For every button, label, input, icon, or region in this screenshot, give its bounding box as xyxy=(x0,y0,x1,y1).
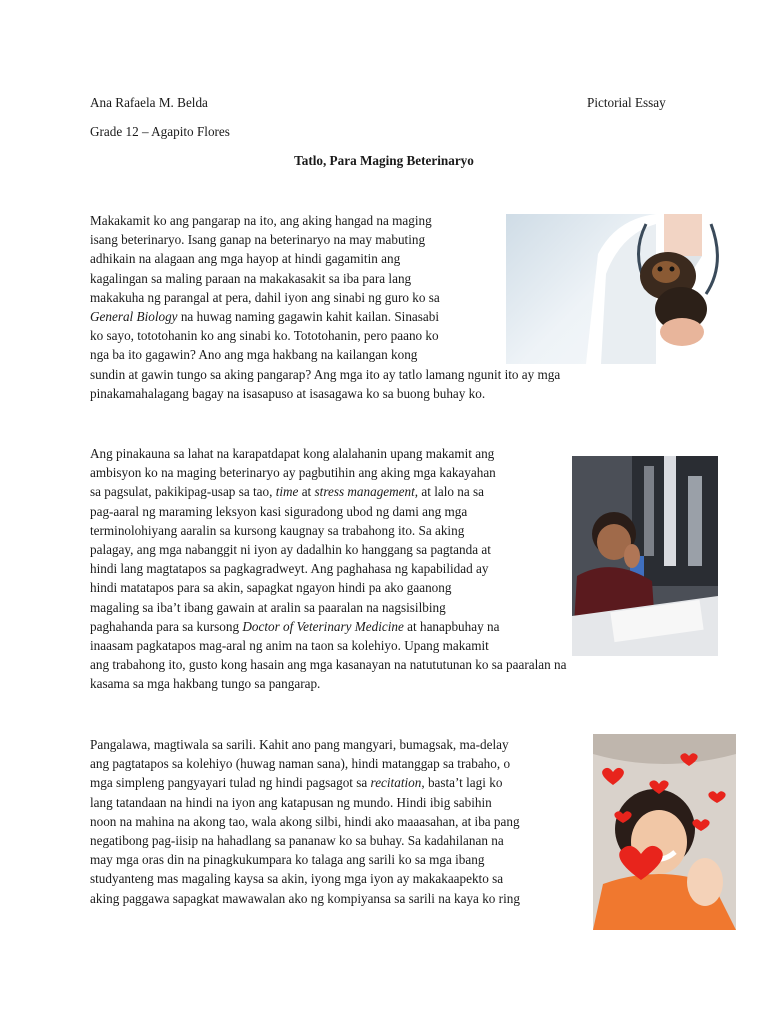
italic-term: time xyxy=(275,484,299,500)
paragraph-2 xyxy=(90,444,650,694)
essay-type: Pictorial Essay xyxy=(587,95,666,110)
paragraph-3 xyxy=(90,735,650,908)
text-line: noon na mahina na akong tao, wala akong silbi, hindi ako maaasahan, at iba pang xyxy=(90,813,520,829)
text-line: inaasam pagkatapos mag-aral ng anim na taon sa kolehiyo. Upang makamit xyxy=(90,638,489,654)
text-line: pinakamahalagang bagay na isasapuso at isasagawa ko sa buong buhay ko. xyxy=(90,385,486,401)
text-line: terminolohiyang aaralin sa kursong kaugnay sa trabahong ito. Sa aking xyxy=(90,522,465,538)
text-line: may mga oras din na pinagkukumpara ko talaga ang sarili ko sa mga ibang xyxy=(90,852,485,868)
text-line: ang pagtatapos sa kolehiyo (huwag naman sana), hindi matanggap sa trabaho, o xyxy=(90,756,511,772)
text-line: negatibong pag-iisip na hahadlang sa pananaw ko sa buhay. Sa kadahilanan na xyxy=(90,833,504,849)
text-line: Makakamit ko ang pangarap na ito, ang aking hangad na maging xyxy=(90,213,432,228)
text-line: paghahanda para sa kursong Doctor of Veterinary Medicine at hanapbuhay na xyxy=(90,618,500,634)
text-line: hindi matatapos para sa akin, sapagkat ngayon hindi pa ako gaanong xyxy=(90,580,452,596)
italic-term: stress management xyxy=(314,484,415,500)
text-line: General Biology na huwag naming gagawin kahit kailan. Sinasabi xyxy=(90,309,440,325)
italic-term: General Biology xyxy=(90,309,178,325)
author-name: Ana Rafaela M. Belda xyxy=(90,95,208,110)
text-line: ambisyon ko na maging beterinaryo ay pagbutihin ang aking mga kakayahan xyxy=(90,465,496,481)
text-line: ko sayo, tototohanin ko ang sinabi ko. Tototohanin, pero paano ko xyxy=(90,328,439,344)
text-line: sa pagsulat, pakikipag-usap sa tao, time at stress management, at lalo na sa xyxy=(90,484,484,500)
grade-section: Grade 12 – Agapito Flores xyxy=(90,124,230,139)
text-line: studyanteng mas magaling kaysa sa akin, iyong mga iyon ay makakaapekto sa xyxy=(90,871,504,887)
text-line: hindi lang magtatapos sa pagkagradweyt. Ang paghahasa ng kapabilidad ay xyxy=(90,561,489,577)
text-line: ang trabahong ito, gusto kong hasain ang mga kasanayan na natututunan ko sa paaralan na xyxy=(90,657,567,673)
text-line: lang tatandaan na hindi na iyon ang katapusan ng mundo. Hindi ibig sabihin xyxy=(90,794,492,810)
text-line: adhikain na alagaan ang mga hayop at hindi gagamitin ang xyxy=(90,251,401,267)
text-line: mga simpleng pangyayari tulad ng hindi pagsagot sa recitation, basta’t lagi ko xyxy=(90,775,503,791)
text-line: aking paggawa sapagkat mawawalan ako ng kompiyansa sa sarili na kaya ko ring xyxy=(90,890,520,906)
text-line: makakuha ng parangal at pera, dahil iyon ang sinabi ng guro ko sa xyxy=(90,289,440,305)
text-line: Pangalawa, magtiwala sa sarili. Kahit ano pang mangyari, bumagsak, ma-delay xyxy=(90,737,509,752)
text-line: palagay, ang mga nabanggit ni iyon ay dadalhin ko hanggang sa pagtanda at xyxy=(90,542,491,558)
text-line: isang beterinaryo. Isang ganap na beterinaryo na may mabuting xyxy=(90,232,426,248)
essay-title: Tatlo, Para Maging Beterinaryo xyxy=(294,153,474,168)
text-line: magaling sa iba’t ibang gawain at aralin sa paaralan na nagsisilbing xyxy=(90,599,446,615)
italic-term: Doctor of Veterinary Medicine xyxy=(242,618,404,634)
paragraph-1 xyxy=(90,211,650,403)
text-line: nga ba ito gagawin? Ano ang mga hakbang na kailangan kong xyxy=(90,347,418,363)
text-line: pag-aaral ng maraming leksyon kasi siguradong ubod ng dami ang mga xyxy=(90,503,468,519)
text-line: kasama sa mga hakbang tungo sa pangarap. xyxy=(90,676,321,692)
text-line: Ang pinakauna sa lahat na karapatdapat kong alalahanin upang makamit ang xyxy=(90,446,495,461)
text-line: kagalingan sa maling paraan na makakasakit sa iba para lang xyxy=(90,270,412,286)
italic-term: recitation xyxy=(370,775,422,791)
text-line: sundin at gawin tungo sa aking pangarap? Ang mga ito ay tatlo lamang ngunit ito ay mga xyxy=(90,366,561,382)
